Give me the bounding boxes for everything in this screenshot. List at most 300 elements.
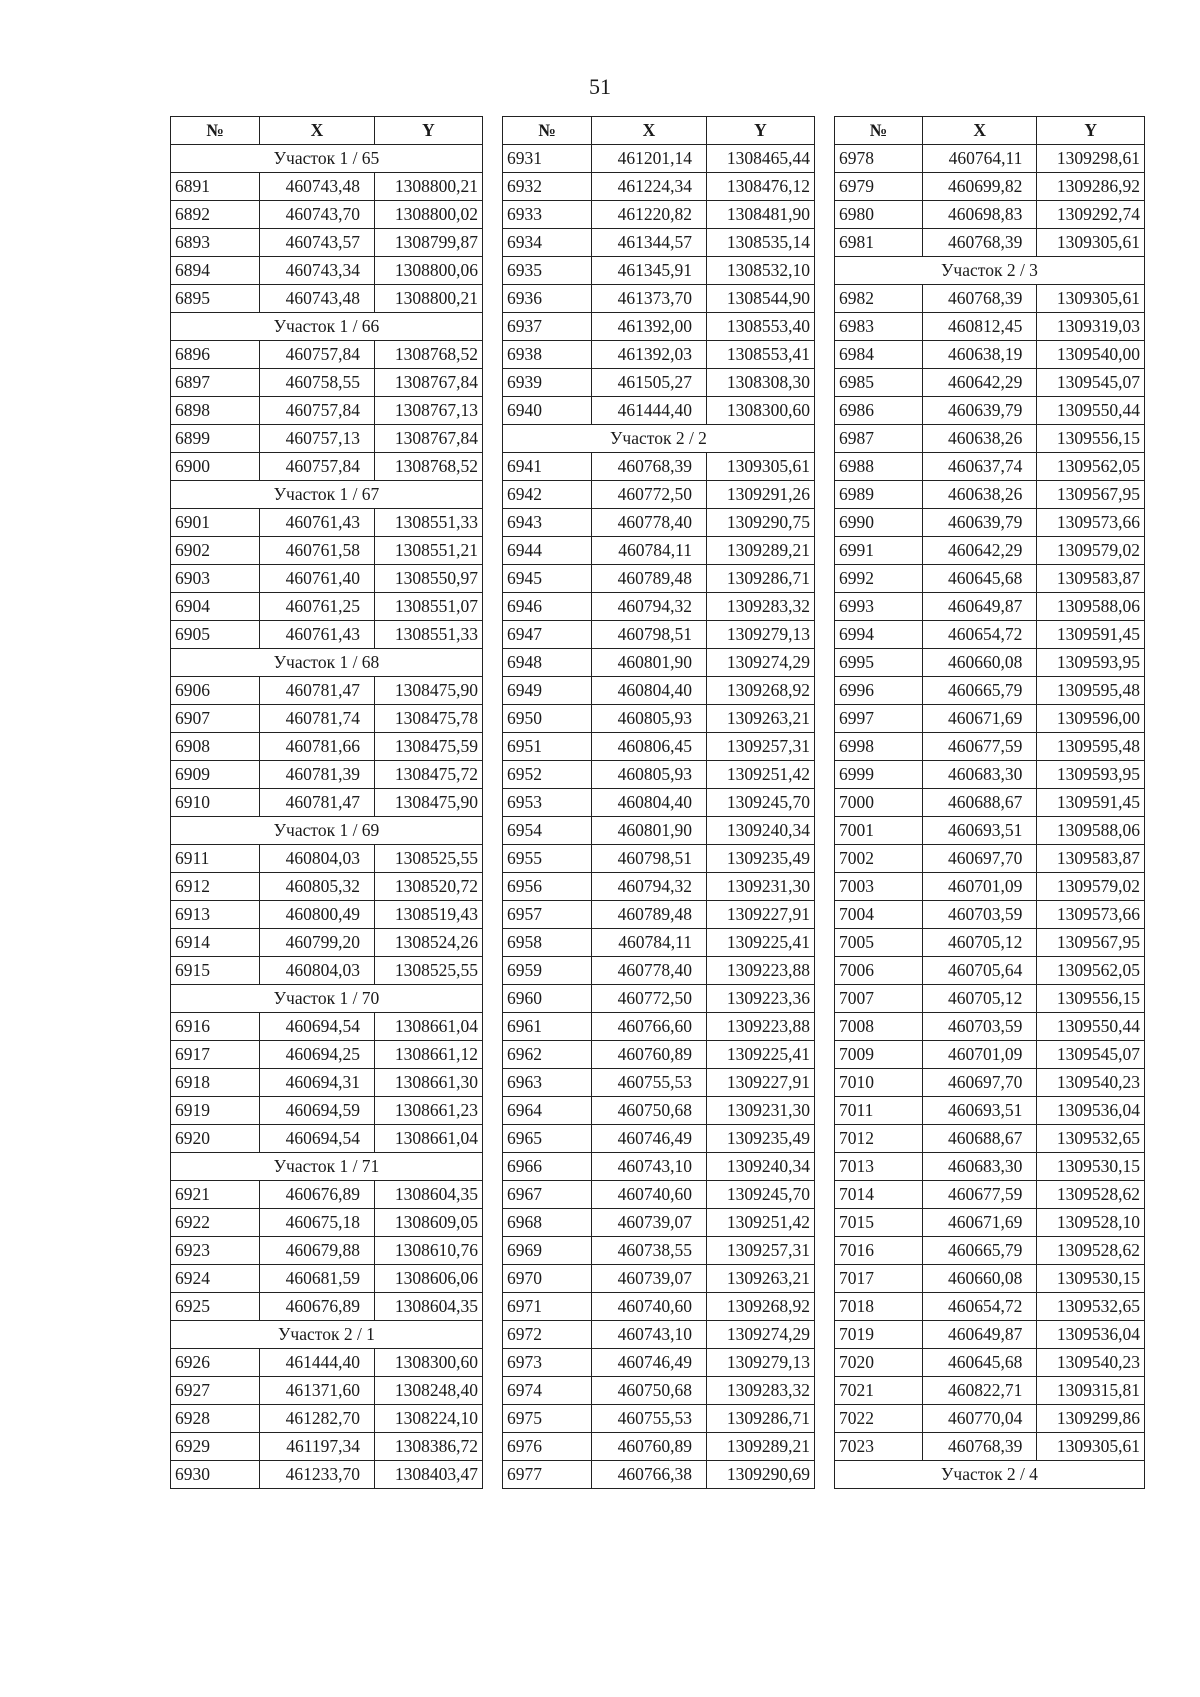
x-coordinate-cell: 460806,45 (592, 733, 707, 761)
column-header-number: № (503, 117, 592, 145)
table-row (503, 1433, 815, 1461)
point-number-cell: 6933 (503, 201, 592, 229)
point-number-cell: 6990 (835, 509, 923, 537)
point-number-cell: 6983 (835, 313, 923, 341)
section-row (835, 257, 1145, 285)
point-number-cell: 6970 (503, 1265, 592, 1293)
point-number-cell: 6903 (171, 565, 260, 593)
x-coordinate-cell: 460804,40 (592, 789, 707, 817)
point-number-cell: 6948 (503, 649, 592, 677)
y-coordinate-cell: 1309235,49 (707, 845, 815, 873)
point-number-cell: 7012 (835, 1125, 923, 1153)
y-coordinate-cell: 1309235,49 (707, 1125, 815, 1153)
table-row (503, 761, 815, 789)
x-coordinate-cell: 460761,25 (260, 593, 375, 621)
x-coordinate-cell: 460743,48 (260, 285, 375, 313)
x-coordinate-cell: 460757,84 (260, 341, 375, 369)
y-coordinate-cell: 1309579,02 (1037, 873, 1145, 901)
table-row (503, 369, 815, 397)
table-row (835, 845, 1145, 873)
x-coordinate-cell: 461345,91 (592, 257, 707, 285)
table-row (503, 1041, 815, 1069)
section-title: Участок 2 / 4 (835, 1461, 1145, 1489)
x-coordinate-cell: 460683,30 (922, 761, 1036, 789)
point-number-cell: 6894 (171, 257, 260, 285)
table-row (503, 1321, 815, 1349)
table-row (171, 677, 483, 705)
table-row (171, 1237, 483, 1265)
y-coordinate-cell: 1309305,61 (1037, 1433, 1145, 1461)
table-header-row (503, 117, 815, 145)
table-row (835, 201, 1145, 229)
table-row (503, 929, 815, 957)
point-number-cell: 6988 (835, 453, 923, 481)
point-number-cell: 6920 (171, 1125, 260, 1153)
x-coordinate-cell: 461344,57 (592, 229, 707, 257)
y-coordinate-cell: 1309223,36 (707, 985, 815, 1013)
y-coordinate-cell: 1309536,04 (1037, 1321, 1145, 1349)
table-row (171, 425, 483, 453)
y-coordinate-cell: 1309283,32 (707, 593, 815, 621)
y-coordinate-cell: 1308661,30 (375, 1069, 483, 1097)
x-coordinate-cell: 460743,10 (592, 1321, 707, 1349)
x-coordinate-cell: 460798,51 (592, 845, 707, 873)
point-number-cell: 7014 (835, 1181, 923, 1209)
table-row (503, 733, 815, 761)
table-row (503, 509, 815, 537)
section-title: Участок 2 / 3 (835, 257, 1145, 285)
table-row (171, 1041, 483, 1069)
point-number-cell: 6897 (171, 369, 260, 397)
table-row (171, 845, 483, 873)
point-number-cell: 6996 (835, 677, 923, 705)
section-row (171, 313, 483, 341)
table-row (171, 1069, 483, 1097)
y-coordinate-cell: 1309595,48 (1037, 677, 1145, 705)
x-coordinate-cell: 460804,03 (260, 845, 375, 873)
point-number-cell: 6919 (171, 1097, 260, 1125)
point-number-cell: 6924 (171, 1265, 260, 1293)
table-row (835, 789, 1145, 817)
y-coordinate-cell: 1308224,10 (375, 1405, 483, 1433)
x-coordinate-cell: 460768,39 (922, 285, 1036, 313)
table-row (503, 1181, 815, 1209)
x-coordinate-cell: 460699,82 (922, 173, 1036, 201)
point-number-cell: 7006 (835, 957, 923, 985)
table-row (835, 1209, 1145, 1237)
point-number-cell: 6901 (171, 509, 260, 537)
point-number-cell: 6953 (503, 789, 592, 817)
x-coordinate-cell: 460781,39 (260, 761, 375, 789)
table-row (835, 1377, 1145, 1405)
point-number-cell: 6954 (503, 817, 592, 845)
table-row (171, 1181, 483, 1209)
y-coordinate-cell: 1308661,04 (375, 1013, 483, 1041)
table-row (503, 705, 815, 733)
point-number-cell: 7013 (835, 1153, 923, 1181)
point-number-cell: 6977 (503, 1461, 592, 1489)
y-coordinate-cell: 1308553,41 (707, 341, 815, 369)
table-row (171, 1013, 483, 1041)
table-row (835, 1349, 1145, 1377)
y-coordinate-cell: 1309540,23 (1037, 1069, 1145, 1097)
point-number-cell: 6907 (171, 705, 260, 733)
point-number-cell: 6916 (171, 1013, 260, 1041)
x-coordinate-cell: 460697,70 (922, 845, 1036, 873)
x-coordinate-cell: 460645,68 (922, 565, 1036, 593)
table-row (503, 873, 815, 901)
y-coordinate-cell: 1309528,62 (1037, 1237, 1145, 1265)
x-coordinate-cell: 460676,89 (260, 1181, 375, 1209)
table-row (171, 593, 483, 621)
y-coordinate-cell: 1308476,12 (707, 173, 815, 201)
x-coordinate-cell: 460805,93 (592, 761, 707, 789)
table-row (171, 285, 483, 313)
y-coordinate-cell: 1308800,06 (375, 257, 483, 285)
x-coordinate-cell: 460789,48 (592, 901, 707, 929)
point-number-cell: 6914 (171, 929, 260, 957)
y-coordinate-cell: 1308551,33 (375, 621, 483, 649)
table-row (503, 313, 815, 341)
x-coordinate-cell: 460638,26 (922, 425, 1036, 453)
coordinate-tables (170, 116, 1145, 1592)
point-number-cell: 6951 (503, 733, 592, 761)
x-coordinate-cell: 460781,74 (260, 705, 375, 733)
y-coordinate-cell: 1309583,87 (1037, 845, 1145, 873)
table-row (835, 453, 1145, 481)
y-coordinate-cell: 1309550,44 (1037, 397, 1145, 425)
y-coordinate-cell: 1308604,35 (375, 1293, 483, 1321)
y-coordinate-cell: 1309556,15 (1037, 985, 1145, 1013)
point-number-cell: 6941 (503, 453, 592, 481)
x-coordinate-cell: 461224,34 (592, 173, 707, 201)
y-coordinate-cell: 1308481,90 (707, 201, 815, 229)
table-row (835, 1097, 1145, 1125)
y-coordinate-cell: 1309279,13 (707, 1349, 815, 1377)
y-coordinate-cell: 1309231,30 (707, 873, 815, 901)
table-row (171, 1125, 483, 1153)
y-coordinate-cell: 1308609,05 (375, 1209, 483, 1237)
table-row (835, 481, 1145, 509)
y-coordinate-cell: 1308248,40 (375, 1377, 483, 1405)
point-number-cell: 6971 (503, 1293, 592, 1321)
section-title: Участок 1 / 66 (171, 313, 483, 341)
point-number-cell: 7023 (835, 1433, 923, 1461)
point-number-cell: 6957 (503, 901, 592, 929)
table-row (835, 341, 1145, 369)
section-title: Участок 1 / 68 (171, 649, 483, 677)
y-coordinate-cell: 1309562,05 (1037, 957, 1145, 985)
table-row (171, 1433, 483, 1461)
y-coordinate-cell: 1309540,00 (1037, 341, 1145, 369)
point-number-cell: 6961 (503, 1013, 592, 1041)
y-coordinate-cell: 1309231,30 (707, 1097, 815, 1125)
table-row (503, 677, 815, 705)
x-coordinate-cell: 460761,40 (260, 565, 375, 593)
x-coordinate-cell: 460743,34 (260, 257, 375, 285)
point-number-cell: 7005 (835, 929, 923, 957)
point-number-cell: 6925 (171, 1293, 260, 1321)
point-number-cell: 7011 (835, 1097, 923, 1125)
point-number-cell: 6940 (503, 397, 592, 425)
page-number: 51 (589, 74, 611, 99)
y-coordinate-cell: 1308661,12 (375, 1041, 483, 1069)
table-row (171, 537, 483, 565)
x-coordinate-cell: 460768,39 (922, 1433, 1036, 1461)
y-coordinate-cell: 1308767,84 (375, 425, 483, 453)
column-header-number: № (171, 117, 260, 145)
table-row (503, 145, 815, 173)
x-coordinate-cell: 460757,84 (260, 397, 375, 425)
table-row (835, 677, 1145, 705)
y-coordinate-cell: 1308532,10 (707, 257, 815, 285)
point-number-cell: 6949 (503, 677, 592, 705)
point-number-cell: 6943 (503, 509, 592, 537)
y-coordinate-cell: 1308475,59 (375, 733, 483, 761)
point-number-cell: 6969 (503, 1237, 592, 1265)
table-row (503, 1265, 815, 1293)
table-row (171, 1349, 483, 1377)
y-coordinate-cell: 1309298,61 (1037, 145, 1145, 173)
point-number-cell: 6895 (171, 285, 260, 313)
point-number-cell: 6950 (503, 705, 592, 733)
table-row (835, 1293, 1145, 1321)
point-number-cell: 6985 (835, 369, 923, 397)
point-number-cell: 6968 (503, 1209, 592, 1237)
y-coordinate-cell: 1308475,90 (375, 789, 483, 817)
point-number-cell: 6899 (171, 425, 260, 453)
y-coordinate-cell: 1308524,26 (375, 929, 483, 957)
point-number-cell: 6906 (171, 677, 260, 705)
y-coordinate-cell: 1308799,87 (375, 229, 483, 257)
table-row (171, 1265, 483, 1293)
x-coordinate-cell: 460694,54 (260, 1125, 375, 1153)
point-number-cell: 7001 (835, 817, 923, 845)
point-number-cell: 6974 (503, 1377, 592, 1405)
y-coordinate-cell: 1309245,70 (707, 1181, 815, 1209)
x-coordinate-cell: 461197,34 (260, 1433, 375, 1461)
y-coordinate-cell: 1309319,03 (1037, 313, 1145, 341)
table-row (171, 509, 483, 537)
table-row (171, 789, 483, 817)
y-coordinate-cell: 1309257,31 (707, 733, 815, 761)
y-coordinate-cell: 1309530,15 (1037, 1265, 1145, 1293)
x-coordinate-cell: 460665,79 (922, 1237, 1036, 1265)
section-title: Участок 2 / 1 (171, 1321, 483, 1349)
table-row (503, 229, 815, 257)
point-number-cell: 6947 (503, 621, 592, 649)
y-coordinate-cell: 1309588,06 (1037, 817, 1145, 845)
y-coordinate-cell: 1309579,02 (1037, 537, 1145, 565)
table-row (503, 1125, 815, 1153)
x-coordinate-cell: 460750,68 (592, 1097, 707, 1125)
point-number-cell: 6999 (835, 761, 923, 789)
x-coordinate-cell: 460768,39 (922, 229, 1036, 257)
y-coordinate-cell: 1309289,21 (707, 537, 815, 565)
x-coordinate-cell: 460760,89 (592, 1433, 707, 1461)
y-coordinate-cell: 1309227,91 (707, 1069, 815, 1097)
x-coordinate-cell: 460642,29 (922, 369, 1036, 397)
x-coordinate-cell: 460701,09 (922, 1041, 1036, 1069)
y-coordinate-cell: 1308535,14 (707, 229, 815, 257)
point-number-cell: 6909 (171, 761, 260, 789)
table-row (503, 817, 815, 845)
x-coordinate-cell: 460766,38 (592, 1461, 707, 1489)
section-row (171, 817, 483, 845)
table-row (503, 481, 815, 509)
table-row (503, 453, 815, 481)
point-number-cell: 7016 (835, 1237, 923, 1265)
point-number-cell: 6904 (171, 593, 260, 621)
table-row (503, 1153, 815, 1181)
y-coordinate-cell: 1309596,00 (1037, 705, 1145, 733)
table-row (503, 1013, 815, 1041)
point-number-cell: 7022 (835, 1405, 923, 1433)
x-coordinate-cell: 460649,87 (922, 1321, 1036, 1349)
table-row (171, 1293, 483, 1321)
y-coordinate-cell: 1308661,23 (375, 1097, 483, 1125)
point-number-cell: 6966 (503, 1153, 592, 1181)
x-coordinate-cell: 460671,69 (922, 1209, 1036, 1237)
table-row (171, 901, 483, 929)
y-coordinate-cell: 1309593,95 (1037, 649, 1145, 677)
section-title: Участок 1 / 69 (171, 817, 483, 845)
point-number-cell: 6891 (171, 173, 260, 201)
x-coordinate-cell: 460694,25 (260, 1041, 375, 1069)
table-row (171, 453, 483, 481)
x-coordinate-cell: 460639,79 (922, 397, 1036, 425)
x-coordinate-cell: 460757,13 (260, 425, 375, 453)
point-number-cell: 6987 (835, 425, 923, 453)
table-row (835, 593, 1145, 621)
y-coordinate-cell: 1308544,90 (707, 285, 815, 313)
x-coordinate-cell: 461233,70 (260, 1461, 375, 1489)
x-coordinate-cell: 460746,49 (592, 1125, 707, 1153)
x-coordinate-cell: 460750,68 (592, 1377, 707, 1405)
point-number-cell: 6965 (503, 1125, 592, 1153)
x-coordinate-cell: 460755,53 (592, 1405, 707, 1433)
table-row (835, 1013, 1145, 1041)
table-row (835, 1153, 1145, 1181)
y-coordinate-cell: 1308800,02 (375, 201, 483, 229)
y-coordinate-cell: 1308475,90 (375, 677, 483, 705)
x-coordinate-cell: 461392,00 (592, 313, 707, 341)
table-row (835, 425, 1145, 453)
x-coordinate-cell: 460798,51 (592, 621, 707, 649)
point-number-cell: 6918 (171, 1069, 260, 1097)
table-row (503, 537, 815, 565)
y-coordinate-cell: 1308475,72 (375, 761, 483, 789)
y-coordinate-cell: 1309532,65 (1037, 1125, 1145, 1153)
x-coordinate-cell: 460645,68 (922, 1349, 1036, 1377)
y-coordinate-cell: 1309286,92 (1037, 173, 1145, 201)
y-coordinate-cell: 1309532,65 (1037, 1293, 1145, 1321)
table-row (503, 285, 815, 313)
table-row (171, 257, 483, 285)
table-row (171, 341, 483, 369)
point-number-cell: 6929 (171, 1433, 260, 1461)
table-row (835, 1405, 1145, 1433)
y-coordinate-cell: 1308604,35 (375, 1181, 483, 1209)
y-coordinate-cell: 1309562,05 (1037, 453, 1145, 481)
x-coordinate-cell: 460772,50 (592, 985, 707, 1013)
y-coordinate-cell: 1309591,45 (1037, 789, 1145, 817)
table-row (171, 1377, 483, 1405)
x-coordinate-cell: 460805,93 (592, 705, 707, 733)
table-row (835, 565, 1145, 593)
y-coordinate-cell: 1309530,15 (1037, 1153, 1145, 1181)
x-coordinate-cell: 460766,60 (592, 1013, 707, 1041)
x-coordinate-cell: 460778,40 (592, 957, 707, 985)
section-title: Участок 1 / 71 (171, 1153, 483, 1181)
column-header-number: № (835, 117, 923, 145)
table-row (835, 173, 1145, 201)
point-number-cell: 6942 (503, 481, 592, 509)
section-row (171, 1321, 483, 1349)
x-coordinate-cell: 460676,89 (260, 1293, 375, 1321)
x-coordinate-cell: 460794,32 (592, 873, 707, 901)
x-coordinate-cell: 460739,07 (592, 1265, 707, 1293)
x-coordinate-cell: 460743,48 (260, 173, 375, 201)
point-number-cell: 7019 (835, 1321, 923, 1349)
x-coordinate-cell: 460755,53 (592, 1069, 707, 1097)
x-coordinate-cell: 460743,10 (592, 1153, 707, 1181)
x-coordinate-cell: 461282,70 (260, 1405, 375, 1433)
y-coordinate-cell: 1308606,06 (375, 1265, 483, 1293)
table-row (171, 229, 483, 257)
table-row (835, 649, 1145, 677)
x-coordinate-cell: 461371,60 (260, 1377, 375, 1405)
table-row (503, 341, 815, 369)
x-coordinate-cell: 460671,69 (922, 705, 1036, 733)
point-number-cell: 6937 (503, 313, 592, 341)
table-row (171, 369, 483, 397)
table-row (171, 873, 483, 901)
table-row (503, 845, 815, 873)
x-coordinate-cell: 460740,60 (592, 1181, 707, 1209)
x-coordinate-cell: 460738,55 (592, 1237, 707, 1265)
point-number-cell: 6917 (171, 1041, 260, 1069)
x-coordinate-cell: 461373,70 (592, 285, 707, 313)
x-coordinate-cell: 460772,50 (592, 481, 707, 509)
table-row (835, 285, 1145, 313)
x-coordinate-cell: 460743,57 (260, 229, 375, 257)
point-number-cell: 6992 (835, 565, 923, 593)
x-coordinate-cell: 460677,59 (922, 1181, 1036, 1209)
x-coordinate-cell: 460703,59 (922, 901, 1036, 929)
y-coordinate-cell: 1309567,95 (1037, 929, 1145, 957)
point-number-cell: 6993 (835, 593, 923, 621)
x-coordinate-cell: 460675,18 (260, 1209, 375, 1237)
y-coordinate-cell: 1309251,42 (707, 761, 815, 789)
point-number-cell: 7002 (835, 845, 923, 873)
table-row (835, 761, 1145, 789)
x-coordinate-cell: 460679,88 (260, 1237, 375, 1265)
y-coordinate-cell: 1308386,72 (375, 1433, 483, 1461)
table-row (171, 957, 483, 985)
table-row (171, 733, 483, 761)
x-coordinate-cell: 460781,47 (260, 677, 375, 705)
point-number-cell: 7010 (835, 1069, 923, 1097)
table-row (171, 705, 483, 733)
y-coordinate-cell: 1309240,34 (707, 817, 815, 845)
x-coordinate-cell: 460697,70 (922, 1069, 1036, 1097)
y-coordinate-cell: 1308519,43 (375, 901, 483, 929)
y-coordinate-cell: 1309305,61 (707, 453, 815, 481)
y-coordinate-cell: 1308800,21 (375, 173, 483, 201)
table-row (835, 705, 1145, 733)
point-number-cell: 6934 (503, 229, 592, 257)
